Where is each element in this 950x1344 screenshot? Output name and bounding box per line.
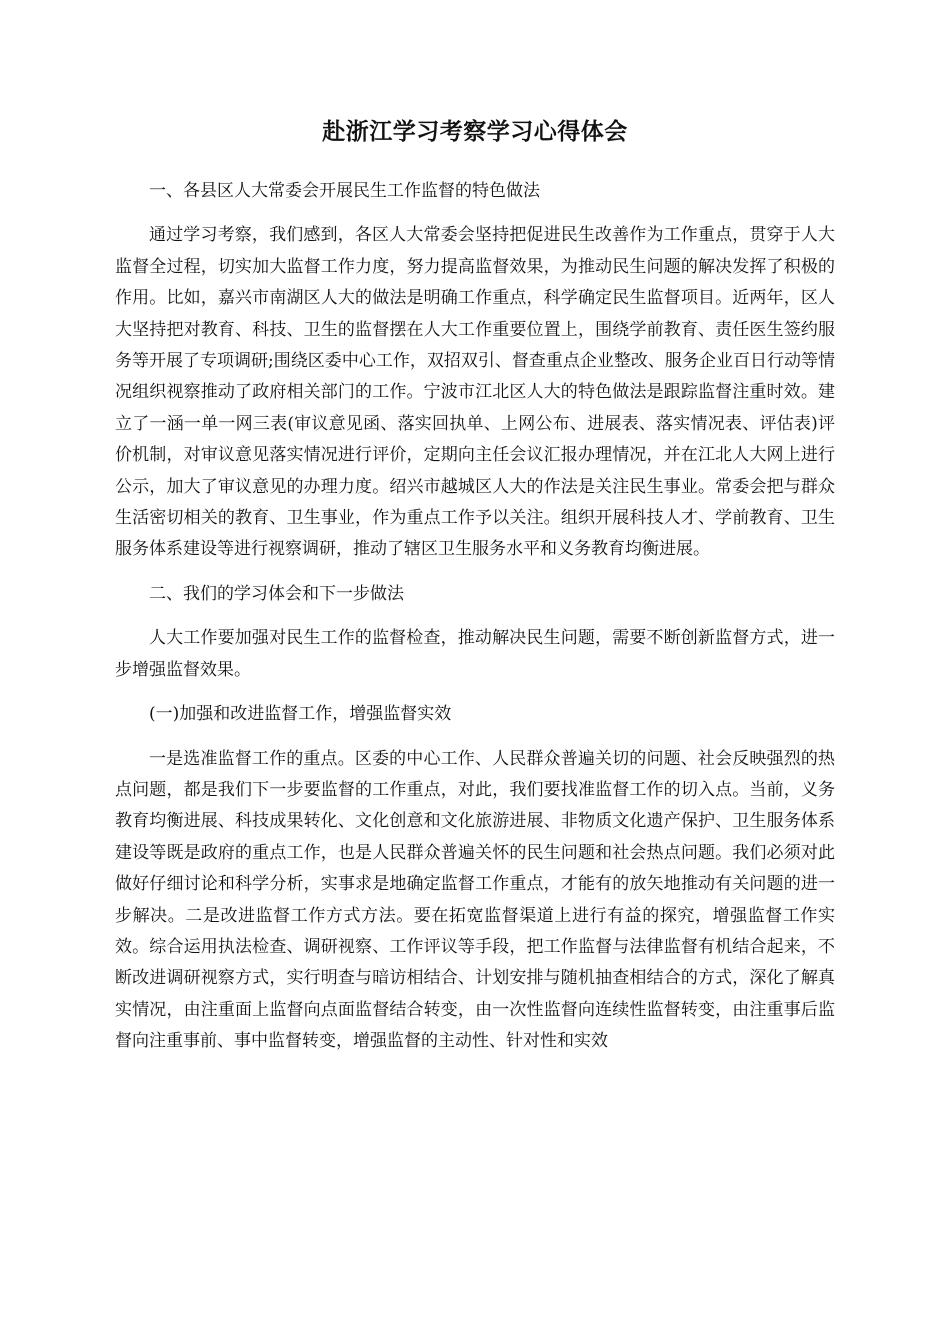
section-heading-2: 二、我们的学习体会和下一步做法 [149, 583, 404, 604]
subsection-heading-1: (一)加强和改进监督工作，增强监督实效 [149, 704, 452, 725]
subsection-1-paragraph-1: 一是选准监督工作的重点。区委的中心工作、人民群众普遍关切的问题、社会反映强烈的热点问题，都是我们下一步要监督的工作重点，对此，我们要找准监督工作的切入点。当前，义务教育均衡进展、科技成果转化、文化创意和文化旅游进展、非物质文化遗产保护、卫生服务体系建设等既是政府的重点工作，也是人民群众普遍关怀的民生问题和社会热点问题。我们必须对此做好仔细讨论和科学分析，实事求是地确定监督工作重点，才能有的放矢地推动有关问题的进一步解决。二是改进监督工作方式方法。要在拓宽监督渠道上进行有益的探究，增强监督工作实效。综合运用执法检查、调研视察、工作评议等手段，把工作监督与法律监督有机结合起来，不断改进调研视察方式，实行明查与暗访相结合、计划安排与随机抽查相结合的方式，深化了解真实情况，由注重面上监督向点面监督结合转变，由一次性监督向连续性监督转变，由注重事后监督向注重事前、事中监督转变，增强监督的主动性、针对性和实效 [115, 748, 835, 1052]
section-1-paragraph-1: 通过学习考察，我们感到，各区人大常委会坚持把促进民生改善作为工作重点，贯穿于人大监督全过程，切实加大监督工作力度，努力提高监督效果，为推动民生问题的解决发挥了积极的作用。比如，嘉兴市南湖区人大的做法是明确工作重点，科学确定民生监督项目。近两年，区人大坚持把对教育、科技、卫生的监督摆在人大工作重要位置上，围绕学前教育、责任医生签约服务等开展了专项调研;围绕区委中心工作，双招双引、督查重点企业整改、服务企业百日行动等情况组织视察推动了政府相关部门的工作。宁波市江北区人大的特色做法是跟踪监督注重时效。建立了一涵一单一网三表(审议意见函、落实回执单、上网公布、进展表、落实情况表、评估表)评价机制，对审议意见落实情况进行评价，定期向主任会议汇报办理情况，并在江北人大网上进行公示，加大了审议意见的办理力度。绍兴市越城区人大的作法是关注民生事业。常委会把与群众生活密切相关的教育、卫生事业，作为重点工作予以关注。组织开展科技人才、学前教育、卫生服务体系建设等进行视察调研，推动了辖区卫生服务水平和义务教育均衡进展。 [115, 225, 835, 560]
section-2-paragraph-1: 人大工作要加强对民生工作的监督检查，推动解决民生问题，需要不断创新监督方式，进一步增强监督效果。 [115, 628, 835, 680]
document-title: 赴浙江学习考察学习心得体会 [322, 118, 628, 145]
section-heading-1: 一、各县区人大常委会开展民生工作监督的特色做法 [149, 181, 540, 201]
document-body [115, 176, 835, 1071]
